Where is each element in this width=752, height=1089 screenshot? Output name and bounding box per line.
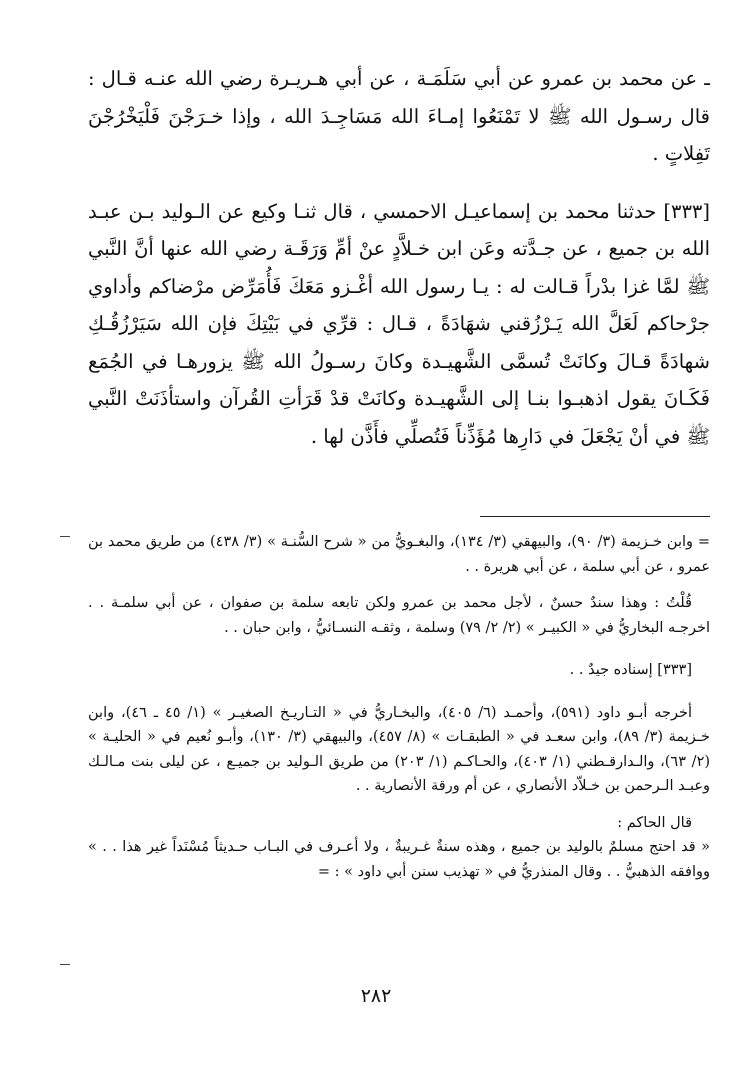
hadith-paragraph-333: [٣٣٣] حدثنا محمد بن إسماعيـل الاحمسي ، قال ثنـا وكيع عن الـوليد بـن عبـد الله بن جميع ، عن جـدَّته وعَن ابن خـلاَّدٍ عنْ أمِّ وَرَقَـة رضي الله عنها أنَّ النَّبي ﷺ لمَّا غزا بدْراً قـالت له : يـا رسول الله أغْـزو مَعَكَ فَأُمَرِّض مرْضاكم وأداوي جرْحاكم لَعَلَّ الله يَـرْزُقني شهَادَةً ، قـال : قرِّي في بَيْتِكَ فإن الله سَيَرْزُقُـكِ شهادَةً قـالَ وكانَتْ تُسمَّى الشَّهيـدة وكانَ رسـولُ الله ﷺ يزورهـا في الجُمَع فَكَـانَ يقول اذهبـوا بنـا إلى الشَّهيـدة وكانَتْ قدْ قَرَأتِ القُرآن واستأذَنَتْ النَّبي ﷺ في أنْ يَجْعَلَ في دَارِها مُؤَذِّناً فَتُصلِّي فأَذَّن لها . — [88, 199, 710, 448]
margin-mark — [60, 536, 70, 537]
page-number: ٢٨٢ — [360, 985, 392, 1007]
margin-mark — [60, 964, 70, 965]
footnote-separator — [480, 516, 710, 517]
footnotes — [88, 530, 710, 884]
hadith-paragraph-1: ـ عن محمد بن عمرو عن أبي سَلَمَـة ، عن أبي هـريـرة رضي الله عنـه قـال : قال رسـول الله ﷺ لا تَمْنَعُوا إمـاءَ الله مَسَاجِـدَ الله ، وإذا خـرَجْنَ فَلْيَخْرُجْنَ تَفِلاتٍ . — [88, 67, 710, 165]
footnote-continuation: = وابن خـزيمة (٣/ ٩٠)، والبيهقي (٣/ ١٣٤)، والبغـويُّ من « شرح السُّنـة » (٣/ ٤٣٨) من طريق محمد بن عمرو ، عن أبي سلمة ، عن أبي هريرة . . — [88, 534, 710, 575]
footnote-comment: قُلْتُ : وهذا سندٌ حسنٌ ، لأجل محمد بن عمرو ولكن تابعه سلمة بن صفوان ، عن أبي سلمـة . . اخرجـه البخاريُّ في « الكبيـر » (٢/ ٢/ ٧٩) وسلمة ، وثقـه النسـائيُّ ، وابن حبان . . — [88, 595, 710, 636]
footnote-333-heading: [٣٣٣] إسناده جيدٌ . . — [569, 662, 692, 678]
main-text — [88, 60, 710, 455]
footnote-333-sources: أخرجه أبـو داود (٥٩١)، وأحمـد (٦/ ٤٠٥)، والبخـاريُّ في « التـاريـخ الصغيـر » (١/ ٤٥ ـ ٤٦)، وابن خـزيمة (٣/ ٨٩)، وابن سعـد في « الطبقـات » (٨/ ٤٥٧)، والبيهقي (٣/ ١٣٠)، وأبـو نُعيم في « الحليـة » (٢/ ٦٣)، والـدارقـطني (١/ ٤٠٣)، والحـاكـم (١/ ٢٠٣) من طريق الـوليد بن جميـع ، عن ليلى بنت مـالـك وعبـد الـرحمن بن خـلاّد الأنصاري ، عن أم ورقة الأنصارية . . — [88, 704, 711, 794]
footnote-hakim-label: قال الحاكم : — [617, 814, 692, 831]
footnote-hakim-quote: « قد احتج مسلمٌ بالوليد بن جميع ، وهذه سنةٌ غـريبةٌ ، ولا أعـرف في البـاب حـديثاً مُسْنَداً غير هذا . . » ووافقه الذهبيُّ . . وقال المنذريُّ في « تهذيب سنن أبي داود » : = — [88, 839, 710, 880]
